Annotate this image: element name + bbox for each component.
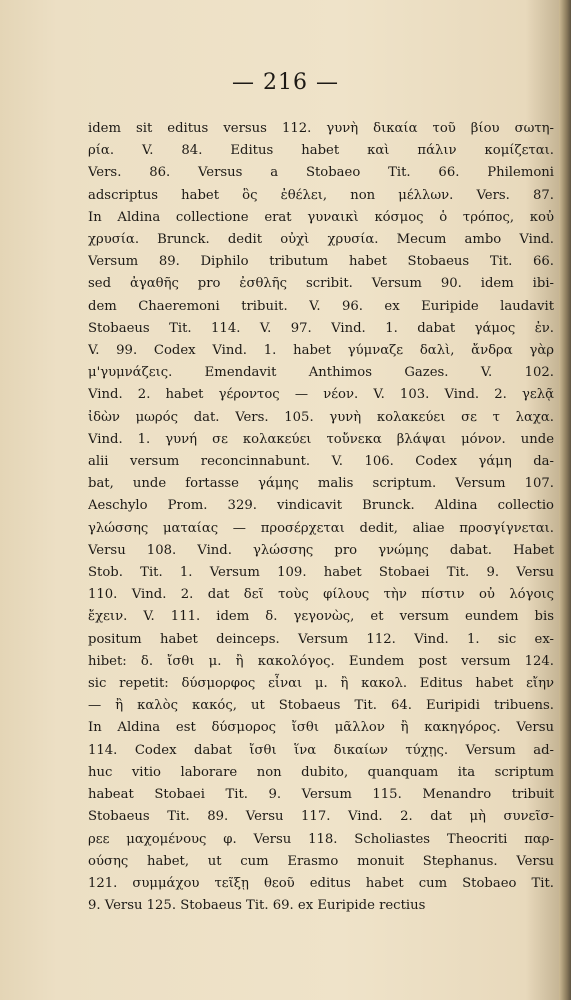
text-line: Stobaeus Tit. 114. V. 97. Vind. 1. dabat γάμος ἐν. xyxy=(88,320,554,336)
text-line: positum habet deinceps. Versum 112. Vind. 1. sic ex- xyxy=(88,631,554,647)
text-line: γλώσσης ματαίας — προσέρχεται dedit, aliae προσγίγνεται. xyxy=(88,520,554,536)
text-line: alii versum reconcinnabunt. V. 106. Codex γάμη da- xyxy=(88,454,554,470)
text-line: Vind. 1. γυνή σε κολακεύει τοὔνεκα βλάψαι μόνον. unde xyxy=(88,431,554,447)
text-line: bat, unde fortasse γάμης malis scriptum. Versum 107. xyxy=(88,476,554,492)
text-line: Vind. 2. habet γέροντος — νέον. V. 103. Vind. 2. γελᾷ xyxy=(88,387,554,403)
text-line: idem sit editus versus 112. γυνὴ δικαία τοῦ βίου σωτη- xyxy=(88,121,554,136)
text-line: 121. συμμάχου τεῖξῃ θεοῦ editus habet cum Stobaeo Tit. xyxy=(88,875,554,891)
text-line: habeat Stobaei Tit. 9. Versum 115. Menandro tribuit xyxy=(88,787,554,803)
text-line: ρία. V. 84. Editus habet καὶ πάλιν κομίζεται. xyxy=(88,143,554,159)
text-line: χρυσία. Brunck. dedit οὐχὶ χρυσία. Mecum ambo Vind. xyxy=(88,232,554,248)
text-line: Vers. 86. Versus a Stobaeo Tit. 66. Philemoni xyxy=(88,165,554,181)
text-line: ούσης habet, ut cum Erasmo monuit Stephanus. Versu xyxy=(88,853,554,869)
text-line: 110. Vind. 2. dat δεῖ τοὺς φίλους τὴν πίστιν οὐ λόγοις xyxy=(88,587,554,603)
text-line: V. 99. Codex Vind. 1. habet γύμναζε δαλὶ, ἄνδρα γὰρ xyxy=(88,343,554,359)
text-line: Versum 89. Diphilo tributum habet Stobaeus Tit. 66. xyxy=(88,254,554,270)
text-line: adscriptus habet ὃς ἐθέλει, non μέλλων. Vers. 87. xyxy=(88,187,554,203)
commentary-text xyxy=(88,118,554,917)
text-line: Aeschylo Prom. 329. vindicavit Brunck. Aldina collectio xyxy=(88,498,554,514)
text-line: dem Chaeremoni tribuit. V. 96. ex Euripide laudavit xyxy=(88,298,554,314)
text-line: sic repetit: δύσμορφος εἶναι μ. ἢ κακολ. Editus habet εἴην xyxy=(88,676,554,692)
text-line: ρεε μαχομένους φ. Versu 118. Scholiastes Theocriti παρ- xyxy=(88,831,554,847)
text-line: In Aldina collectione erat γυναικὶ κόσμος ὁ τρόπος, κοὐ xyxy=(88,209,554,225)
text-line: huc vitio laborare non dubito, quanquam ita scriptum xyxy=(88,764,554,780)
text-line: Stobaeus Tit. 89. Versu 117. Vind. 2. dat μὴ συνεῖσ- xyxy=(88,809,554,825)
page-edge-shadow xyxy=(559,0,571,1000)
text-line: μ'γυμνάζεις. Emendavit Anthimos Gazes. V. 102. xyxy=(88,365,554,381)
text-line: — ἢ καλὸς κακός, ut Stobaeus Tit. 64. Euripidi tribuens. xyxy=(88,698,554,714)
text-line: hibet: δ. ἴσθι μ. ἢ κακολόγος. Eundem post versum 124. xyxy=(88,653,554,669)
text-line: ἰδὼν μωρός dat. Vers. 105. γυνὴ κολακεύει σε τ λαχα. xyxy=(88,409,554,425)
text-line: 114. Codex dabat ἴσθι ἵνα δικαίων τύχῃς. Versum ad- xyxy=(88,742,554,758)
page-header-number: — 216 — xyxy=(232,70,339,95)
text-line: sed ἀγαθῆς pro ἐσθλῆς scribit. Versum 90. idem ibi- xyxy=(88,276,554,292)
text-line: ἔχειν. V. 111. idem δ. γεγονὼς, et versum eundem bis xyxy=(88,609,554,625)
text-line: In Aldina est δύσμορος ἴσθι μᾶλλον ἢ κακηγόρος. Versu xyxy=(88,720,554,736)
text-line: 9. Versu 125. Stobaeus Tit. 69. ex Euripide rectius xyxy=(88,898,426,914)
text-line: Versu 108. Vind. γλώσσης pro γνώμης dabat. Habet xyxy=(88,542,554,558)
text-line: Stob. Tit. 1. Versum 109. habet Stobaei Tit. 9. Versu xyxy=(88,565,554,581)
